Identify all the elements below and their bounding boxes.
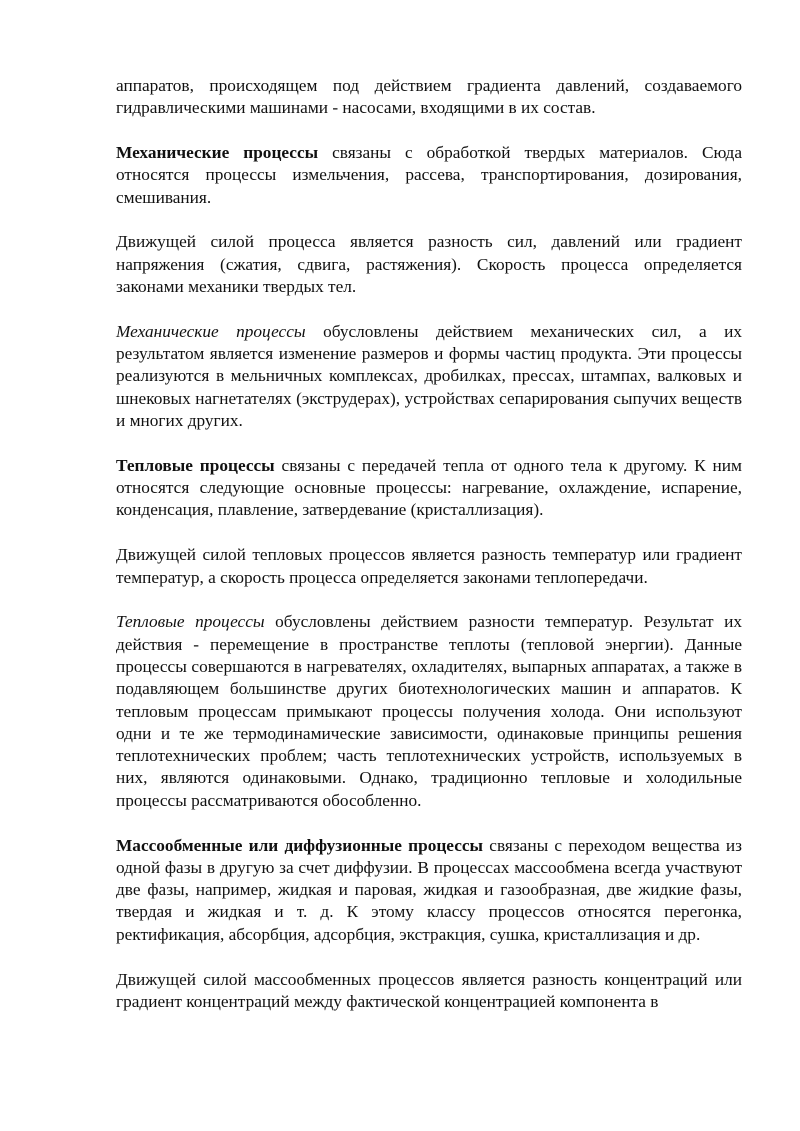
term-mechanical-processes-italic: Механические процессы: [116, 321, 306, 341]
term-thermal-processes: Тепловые процессы: [116, 455, 275, 475]
paragraph-text: обусловлены действием разности температур. Результат их действия - перемещение в пространстве теплоты (тепловой энергии). Данные процессы совершаются в нагревателях, охладителях, выпарных аппаратах, а также в подавляющем большинстве других биотехнологических машин и аппаратов. К тепловым процессам примыкают процессы получения холода. Они используют одни и те же термодинамические зависимости, одинаковые принципы решения теплотехнических проблем; часть теплотехнических устройств, используемых в них, являются одинаковыми. Однако, традиционно тепловые и холодильные процессы рассматриваются обособленно.: [116, 612, 743, 810]
paragraph-text: Движущей силой процесса является разность сил, давлений или градиент напряжения (сжатия, сдвига, растяжения). Скорость процесса определяется законами механики твердых тел.: [116, 232, 742, 297]
paragraph-text: Движущей силой тепловых процессов является разность температур или градиент температур, а скорость процесса определяется законами теплопередачи.: [116, 545, 742, 587]
document-page: [116, 75, 742, 1013]
paragraph-hydromechanical-continuation: [116, 75, 742, 120]
paragraph-mechanical-definition: [116, 142, 742, 209]
paragraph-text: аппаратов, происходящем под действием градиента давлений, создаваемого гидравлическими машинами - насосами, входящими в их состав.: [116, 76, 742, 118]
paragraph-mechanical-description: [116, 321, 742, 432]
paragraph-thermal-driving-force: [116, 544, 742, 589]
paragraph-text: связаны с обработкой твердых материалов. Сюда относятся процессы измельчения, рассева, транспортирования, дозирования, смешивания.: [116, 143, 742, 207]
paragraph-mass-transfer-definition: [116, 835, 742, 946]
paragraph-text: связаны с переходом вещества из одной фазы в другую за счет диффузии. В процессах массообмена всегда участвуют две фазы, например, жидкая и паровая, жидкая и газообразная, две жидкие фазы, твердая и жидкая и т. д. К этому классу процессов относятся перегонка, ректификация, абсорбция, адсорбция, экстракция, сушка, кристаллизация и др.: [116, 835, 742, 944]
paragraph-text: связаны с передачей тепла от одного тела к другому. К ним относятся следующие основные процессы: нагревание, охлаждение, испарение, конденсация, плавление, затвердевание (кристаллизация).: [116, 455, 742, 520]
term-mass-transfer-processes: Массообменные или диффузионные процессы: [116, 835, 484, 855]
paragraph-mechanical-driving-force: [116, 231, 742, 298]
paragraph-mass-transfer-driving-force: [116, 969, 742, 1014]
paragraph-thermal-description: [116, 611, 742, 812]
paragraph-text: Движущей силой массообменных процессов является разность концентраций или градиент концентраций между фактической концентрацией компонента в: [116, 969, 742, 1011]
term-thermal-processes-italic: Тепловые процессы: [116, 612, 265, 632]
paragraph-text: обусловлены действием механических сил, а их результатом является изменение размеров и формы частиц продукта. Эти процессы реализуются в мельничных комплексах, дробилках, прессах, штампах, валковых и шнековых нагнетателях (экструдерах), устройствах сепарирования сыпучих веществ и многих других.: [116, 321, 742, 431]
paragraph-thermal-definition: [116, 455, 742, 522]
term-mechanical-processes: Механические процессы: [116, 143, 319, 163]
